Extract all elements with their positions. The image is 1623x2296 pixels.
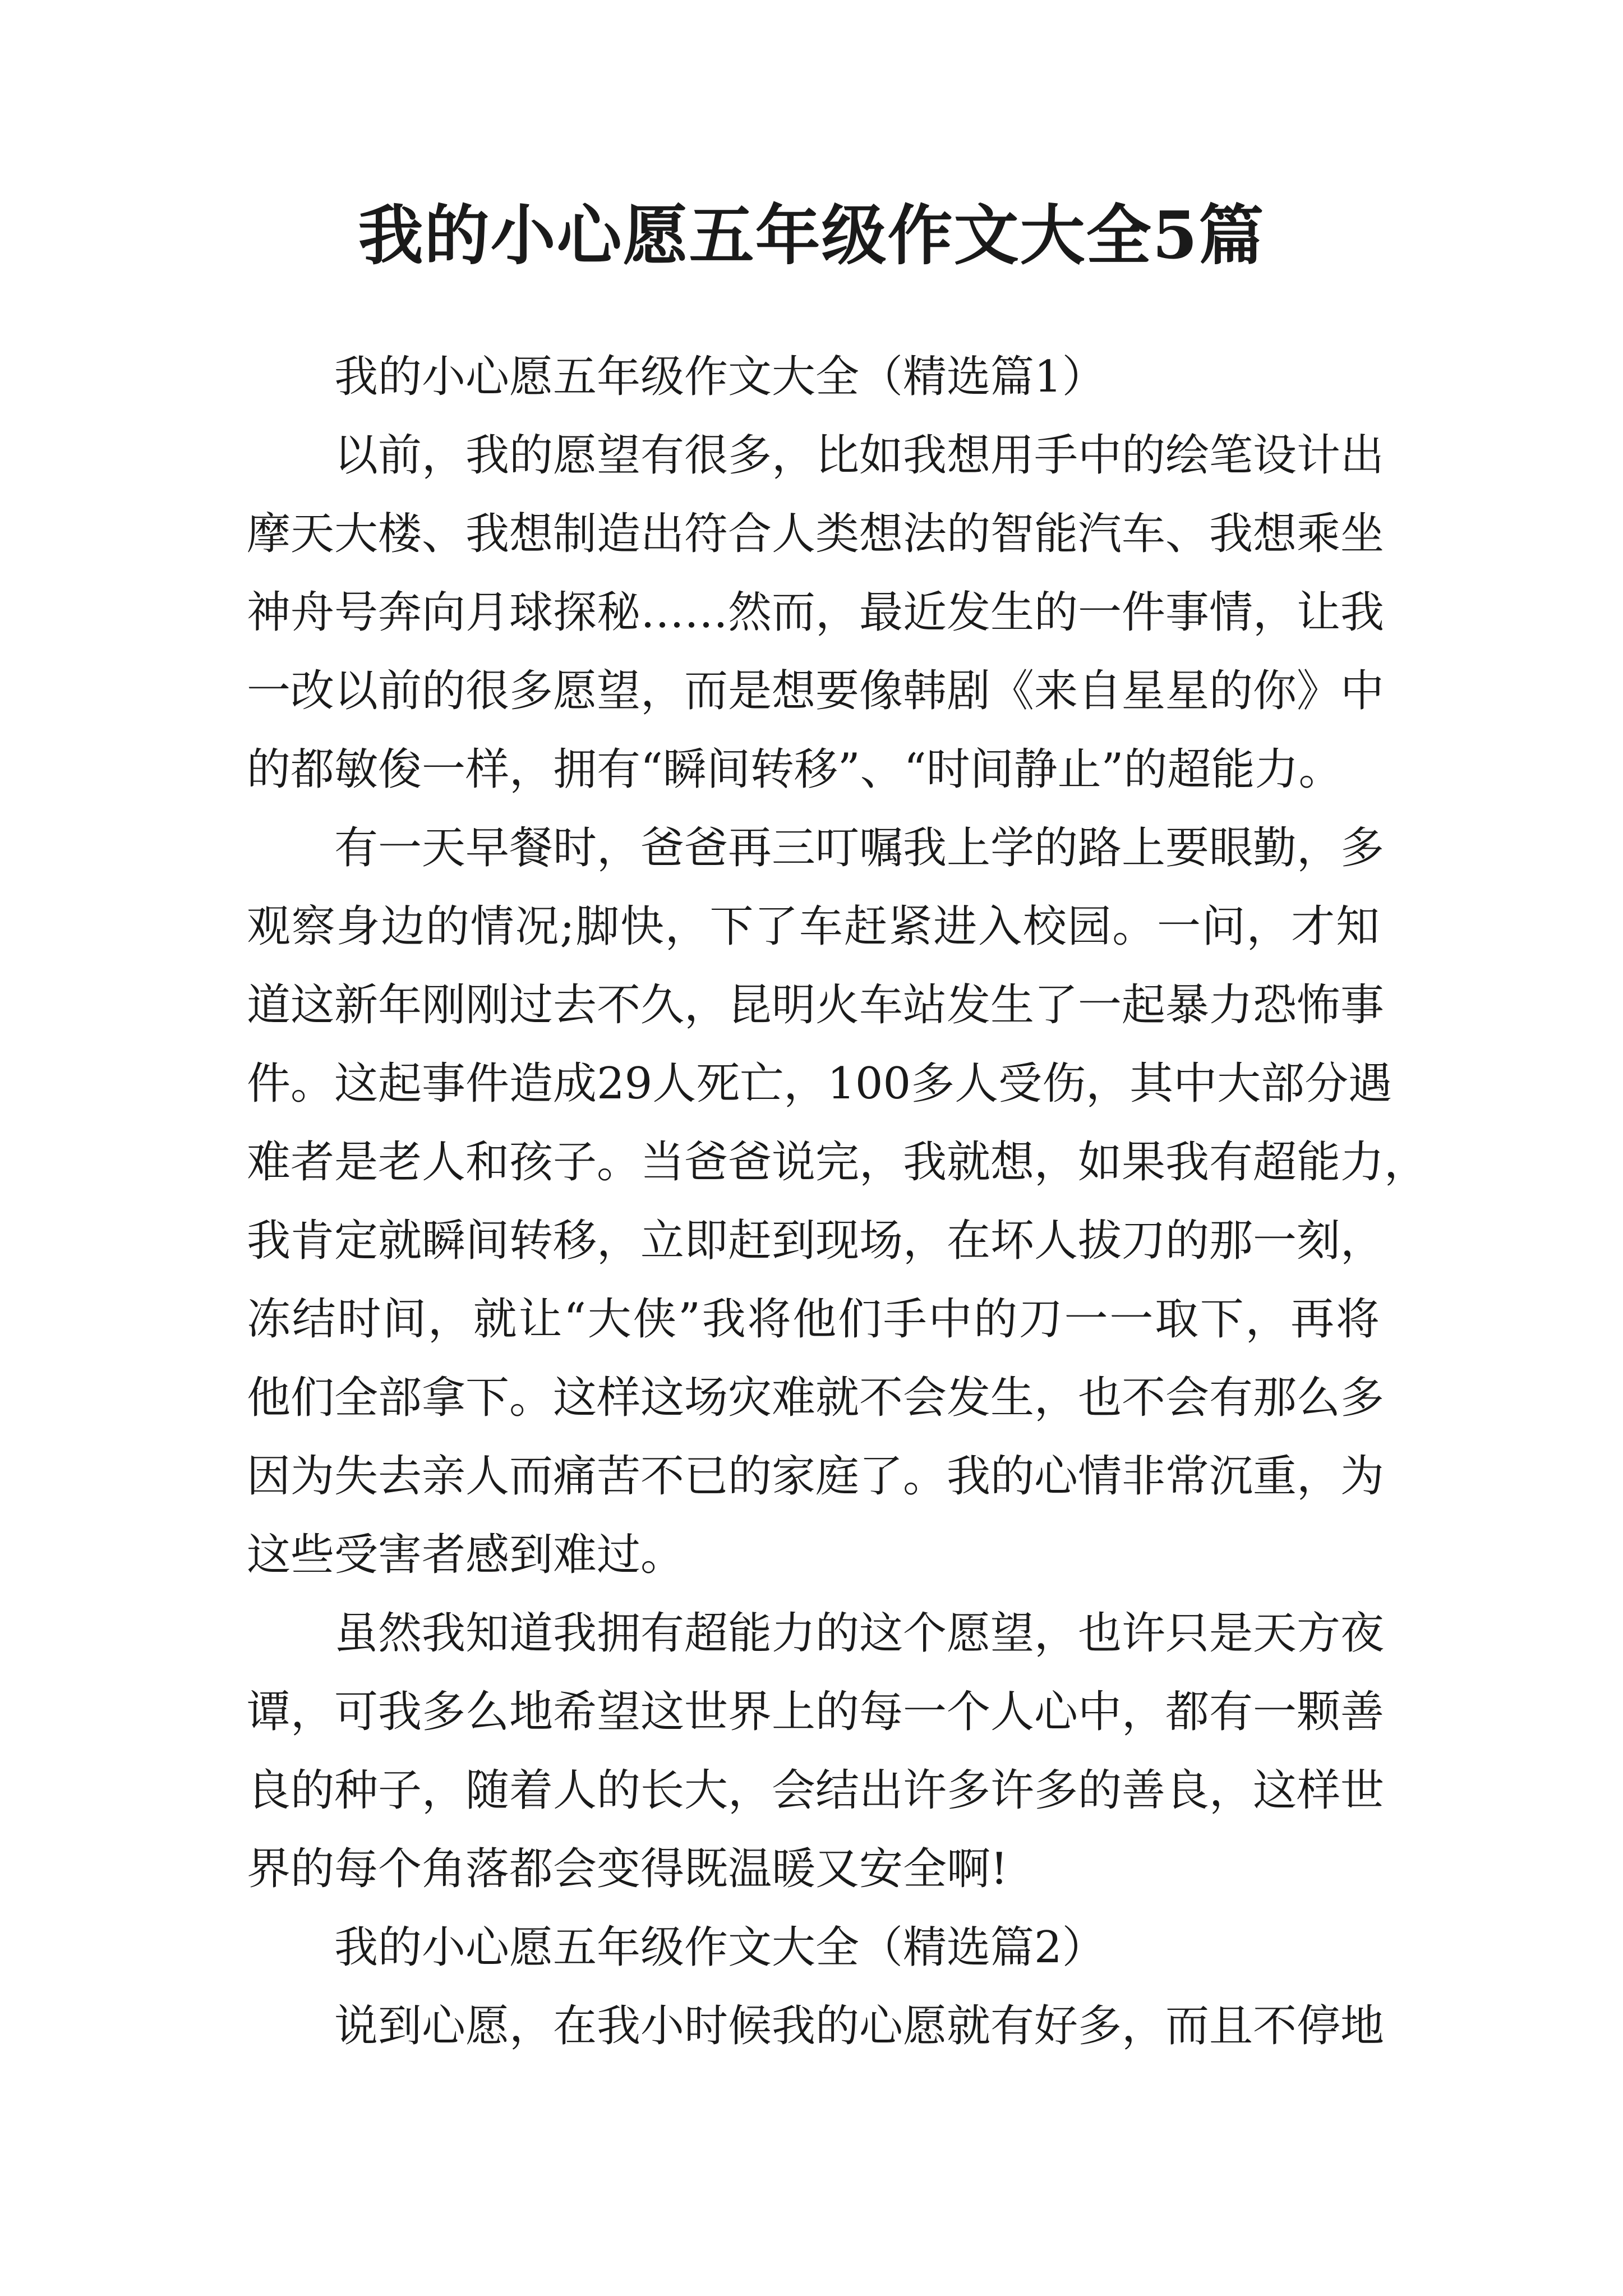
paragraph-line: 谭，可我多么地希望这世界上的每一个人心中，都有一颗善 — [247, 1687, 1385, 1737]
section-heading-1: 我的小心愿五年级作文大全（精选篇1） — [334, 352, 1106, 402]
paragraph-line: 界的每个角落都会变得既温暖又安全啊! — [247, 1844, 1008, 1894]
paragraph-line: 以前，我的愿望有很多，比如我想用手中的绘笔设计出 — [334, 430, 1385, 481]
paragraph-line: 冻结时间，就让“大侠”我将他们手中的刀一一取下，再将 — [247, 1294, 1380, 1345]
paragraph-line: 虽然我知道我拥有超能力的这个愿望，也许只是天方夜 — [334, 1608, 1385, 1659]
paragraph-line: 摩天大楼、我想制造出符合人类想法的智能汽车、我想乘坐 — [247, 509, 1385, 559]
paragraph-line: 有一天早餐时，爸爸再三叮嘱我上学的路上要眼勤，多 — [334, 823, 1385, 873]
paragraph-line: 观察身边的情况;脚快，下了车赶紧进入校园。一问，才知 — [247, 901, 1380, 952]
paragraph-line: 道这新年刚刚过去不久，昆明火车站发生了一起暴力恐怖事 — [247, 980, 1385, 1030]
section-heading-2: 我的小心愿五年级作文大全（精选篇2） — [334, 1922, 1106, 1973]
paragraph-line: 的都敏俊一样，拥有“瞬间转移”、“时间静止”的超能力。 — [247, 744, 1343, 795]
paragraph-line: 一改以前的很多愿望，而是想要像韩剧《来自星星的你》中 — [247, 666, 1385, 716]
paragraph-line: 他们全部拿下。这样这场灾难就不会发生，也不会有那么多 — [247, 1373, 1385, 1423]
paragraph-line: 这些受害者感到难过。 — [247, 1530, 685, 1580]
paragraph-line: 件。这起事件造成29人死亡，100多人受伤，其中大部分遇 — [247, 1059, 1393, 1109]
paragraph-line: 难者是老人和孩子。当爸爸说完，我就想，如果我有超能力， — [247, 1137, 1428, 1188]
document-title: 我的小心愿五年级作文大全5篇 — [358, 197, 1265, 274]
paragraph-line: 我肯定就瞬间转移，立即赶到现场，在坏人拔刀的那一刻， — [247, 1216, 1385, 1266]
paragraph-line: 说到心愿，在我小时候我的心愿就有好多，而且不停地 — [334, 2001, 1385, 2051]
paragraph-line: 因为失去亲人而痛苦不已的家庭了。我的心情非常沉重，为 — [247, 1451, 1385, 1502]
paragraph-line: 良的种子，随着人的长大，会结出许多许多的善良，这样世 — [247, 1765, 1385, 1816]
paragraph-line: 神舟号奔向月球探秘……然而，最近发生的一件事情，让我 — [247, 587, 1385, 638]
document-body — [247, 338, 1428, 2065]
